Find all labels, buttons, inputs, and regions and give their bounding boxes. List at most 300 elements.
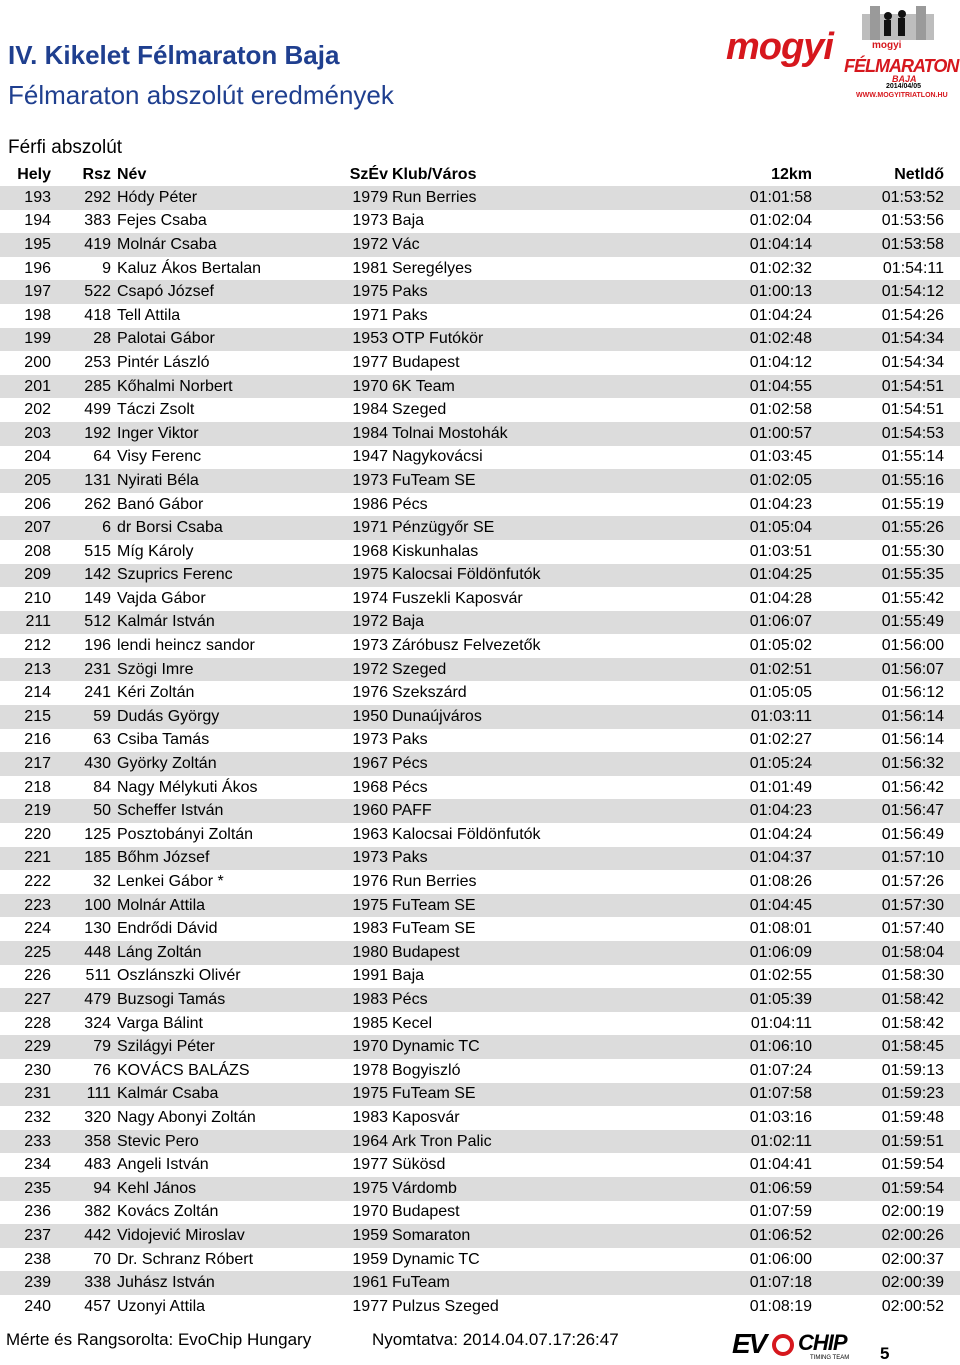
- cell-nev: Nagy Abonyi Zoltán: [117, 1106, 342, 1130]
- cell-netido: 01:55:30: [812, 540, 960, 564]
- cell-12km: 01:07:24: [602, 1059, 812, 1083]
- cell-szev: 1977: [342, 1295, 392, 1319]
- cell-netido: 01:57:26: [812, 870, 960, 894]
- table-row: [0, 823, 960, 847]
- page-number: 5: [880, 1344, 890, 1363]
- cell-szev: 1984: [342, 422, 392, 446]
- cell-12km: 01:06:10: [602, 1035, 812, 1059]
- cell-szev: 1963: [342, 823, 392, 847]
- cell-rsz: 231: [55, 658, 117, 682]
- table-row: [0, 988, 960, 1012]
- table-header-row: [0, 163, 960, 186]
- cell-rsz: 320: [55, 1106, 117, 1130]
- cell-hely: 199: [0, 328, 55, 352]
- cell-rsz: 70: [55, 1248, 117, 1272]
- cell-klub: OTP Futókör: [392, 328, 602, 352]
- cell-szev: 1959: [342, 1224, 392, 1248]
- cell-12km: 01:05:02: [602, 634, 812, 658]
- evochip-logo-chip: CHIP: [798, 1330, 847, 1355]
- cell-netido: 01:56:14: [812, 705, 960, 729]
- cell-hely: 237: [0, 1224, 55, 1248]
- cell-nev: Györky Zoltán: [117, 752, 342, 776]
- column-header-szev: SzÉv: [342, 163, 392, 186]
- section-heading: Férfi abszolút: [8, 137, 123, 158]
- cell-klub: Pénzügyőr SE: [392, 516, 602, 540]
- cell-netido: 01:53:52: [812, 186, 960, 210]
- cell-hely: 232: [0, 1106, 55, 1130]
- cell-klub: Tolnai Mostohák: [392, 422, 602, 446]
- cell-netido: 01:58:04: [812, 941, 960, 965]
- cell-szev: 1974: [342, 587, 392, 611]
- cell-klub: Budapest: [392, 351, 602, 375]
- cell-rsz: 100: [55, 894, 117, 918]
- cell-nev: Kehl János: [117, 1177, 342, 1201]
- cell-12km: 01:01:58: [602, 186, 812, 210]
- table-row: [0, 540, 960, 564]
- cell-klub: 6K Team: [392, 375, 602, 399]
- cell-netido: 01:54:34: [812, 351, 960, 375]
- cell-klub: Seregélyes: [392, 257, 602, 281]
- cell-nev: Inger Viktor: [117, 422, 342, 446]
- cell-nev: Kalmár István: [117, 611, 342, 635]
- cell-klub: Paks: [392, 729, 602, 753]
- table-row: [0, 941, 960, 965]
- cell-nev: Vidojević Miroslav: [117, 1224, 342, 1248]
- mogyi-logo-text: mogyi: [726, 26, 833, 68]
- cell-rsz: 430: [55, 752, 117, 776]
- cell-nev: Lenkei Gábor *: [117, 870, 342, 894]
- cell-hely: 202: [0, 398, 55, 422]
- cell-netido: 01:59:54: [812, 1177, 960, 1201]
- table-row: [0, 210, 960, 234]
- cell-netido: 01:54:51: [812, 398, 960, 422]
- cell-rsz: 262: [55, 493, 117, 517]
- cell-netido: 01:56:14: [812, 729, 960, 753]
- cell-szev: 1975: [342, 1177, 392, 1201]
- cell-nev: Scheffer István: [117, 799, 342, 823]
- cell-rsz: 76: [55, 1059, 117, 1083]
- cell-hely: 207: [0, 516, 55, 540]
- cell-netido: 02:00:52: [812, 1295, 960, 1319]
- cell-netido: 01:57:30: [812, 894, 960, 918]
- cell-hely: 211: [0, 611, 55, 635]
- cell-hely: 209: [0, 564, 55, 588]
- cell-12km: 01:04:28: [602, 587, 812, 611]
- column-header-netido: Netldő: [812, 163, 960, 186]
- cell-12km: 01:04:11: [602, 1012, 812, 1036]
- cell-netido: 01:58:42: [812, 988, 960, 1012]
- cell-netido: 01:55:14: [812, 446, 960, 470]
- cell-nev: Molnár Attila: [117, 894, 342, 918]
- cell-klub: Sükösd: [392, 1153, 602, 1177]
- cell-klub: Kaposvár: [392, 1106, 602, 1130]
- table-row: [0, 1177, 960, 1201]
- cell-12km: 01:00:57: [602, 422, 812, 446]
- cell-12km: 01:00:13: [602, 280, 812, 304]
- cell-nev: dr Borsi Csaba: [117, 516, 342, 540]
- cell-netido: 02:00:19: [812, 1201, 960, 1225]
- cell-szev: 1981: [342, 257, 392, 281]
- cell-netido: 01:56:00: [812, 634, 960, 658]
- cell-szev: 1977: [342, 351, 392, 375]
- table-row: [0, 705, 960, 729]
- table-row: [0, 587, 960, 611]
- footer-printed-date: Nyomtatva: 2014.04.07.17:26:47: [372, 1330, 619, 1349]
- cell-klub: Pulzus Szeged: [392, 1295, 602, 1319]
- table-row: [0, 1083, 960, 1107]
- cell-klub: Kalocsai Földönfutók: [392, 823, 602, 847]
- cell-hely: 206: [0, 493, 55, 517]
- cell-szev: 1972: [342, 233, 392, 257]
- table-row: [0, 611, 960, 635]
- document-title: IV. Kikelet Félmaraton Baja: [8, 40, 340, 70]
- table-row: [0, 917, 960, 941]
- cell-klub: Budapest: [392, 941, 602, 965]
- cell-nev: Angeli István: [117, 1153, 342, 1177]
- footer-timing-credit: Mérte és Rangsorolta: EvoChip Hungary: [6, 1330, 312, 1349]
- cell-szev: 1975: [342, 564, 392, 588]
- cell-klub: PAFF: [392, 799, 602, 823]
- cell-rsz: 142: [55, 564, 117, 588]
- cell-12km: 01:05:04: [602, 516, 812, 540]
- cell-rsz: 324: [55, 1012, 117, 1036]
- cell-klub: Pécs: [392, 776, 602, 800]
- cell-hely: 208: [0, 540, 55, 564]
- cell-szev: 1970: [342, 375, 392, 399]
- cell-hely: 229: [0, 1035, 55, 1059]
- cell-szev: 1947: [342, 446, 392, 470]
- cell-rsz: 196: [55, 634, 117, 658]
- table-row: [0, 894, 960, 918]
- cell-rsz: 419: [55, 233, 117, 257]
- event-logo-url: WWW.MOGYITRIATLON.HU: [856, 92, 948, 99]
- column-header-klub: Klub/Város: [392, 163, 602, 186]
- cell-szev: 1968: [342, 776, 392, 800]
- cell-12km: 01:03:16: [602, 1106, 812, 1130]
- cell-nev: Szuprics Ferenc: [117, 564, 342, 588]
- cell-szev: 1983: [342, 988, 392, 1012]
- table-row: [0, 1130, 960, 1154]
- cell-szev: 1973: [342, 469, 392, 493]
- cell-12km: 01:02:58: [602, 398, 812, 422]
- cell-rsz: 442: [55, 1224, 117, 1248]
- cell-netido: 02:00:37: [812, 1248, 960, 1272]
- evochip-ring-icon: [772, 1334, 794, 1356]
- cell-klub: Pécs: [392, 752, 602, 776]
- event-logo-felmaraton: FÉLMARATON: [844, 56, 959, 76]
- cell-hely: 204: [0, 446, 55, 470]
- cell-hely: 231: [0, 1083, 55, 1107]
- cell-nev: Vajda Gábor: [117, 587, 342, 611]
- cell-nev: KOVÁCS BALÁZS: [117, 1059, 342, 1083]
- table-row: [0, 752, 960, 776]
- event-logo-city: BAJA: [892, 74, 917, 84]
- cell-12km: 01:08:26: [602, 870, 812, 894]
- cell-rsz: 479: [55, 988, 117, 1012]
- table-row: [0, 1271, 960, 1295]
- cell-netido: 01:54:12: [812, 280, 960, 304]
- cell-klub: Run Berries: [392, 186, 602, 210]
- mogyi-sponsor-logo: [726, 26, 833, 69]
- cell-12km: 01:04:37: [602, 847, 812, 871]
- cell-hely: 218: [0, 776, 55, 800]
- event-logo-date: 2014/04/05: [886, 83, 922, 90]
- cell-szev: 1971: [342, 516, 392, 540]
- cell-nev: Palotai Gábor: [117, 328, 342, 352]
- table-row: [0, 634, 960, 658]
- table-row: [0, 493, 960, 517]
- cell-klub: Szeged: [392, 398, 602, 422]
- column-header-nev: Név: [117, 163, 342, 186]
- cell-klub: Baja: [392, 210, 602, 234]
- cell-rsz: 32: [55, 870, 117, 894]
- cell-klub: Záróbusz Felvezetők: [392, 634, 602, 658]
- cell-klub: Kiskunhalas: [392, 540, 602, 564]
- cell-hely: 215: [0, 705, 55, 729]
- cell-klub: Paks: [392, 304, 602, 328]
- table-row: [0, 1059, 960, 1083]
- cell-szev: 1973: [342, 729, 392, 753]
- cell-12km: 01:06:07: [602, 611, 812, 635]
- cell-szev: 1960: [342, 799, 392, 823]
- cell-nev: Fejes Csaba: [117, 210, 342, 234]
- cell-nev: Nyirati Béla: [117, 469, 342, 493]
- cell-hely: 213: [0, 658, 55, 682]
- table-row: [0, 1153, 960, 1177]
- cell-12km: 01:04:23: [602, 493, 812, 517]
- cell-netido: 01:54:53: [812, 422, 960, 446]
- cell-netido: 01:56:07: [812, 658, 960, 682]
- cell-szev: 1961: [342, 1271, 392, 1295]
- cell-klub: Szeged: [392, 658, 602, 682]
- cell-rsz: 499: [55, 398, 117, 422]
- cell-nev: Dr. Schranz Róbert: [117, 1248, 342, 1272]
- cell-hely: 227: [0, 988, 55, 1012]
- cell-netido: 01:59:13: [812, 1059, 960, 1083]
- evochip-logo: [732, 1328, 852, 1362]
- cell-netido: 01:57:10: [812, 847, 960, 871]
- table-row: [0, 233, 960, 257]
- table-row: [0, 564, 960, 588]
- cell-szev: 1976: [342, 681, 392, 705]
- table-row: [0, 186, 960, 210]
- cell-netido: 01:58:45: [812, 1035, 960, 1059]
- cell-netido: 01:55:42: [812, 587, 960, 611]
- cell-klub: Fuszekli Kaposvár: [392, 587, 602, 611]
- cell-rsz: 63: [55, 729, 117, 753]
- cell-rsz: 64: [55, 446, 117, 470]
- cell-netido: 01:59:23: [812, 1083, 960, 1107]
- table-row: [0, 658, 960, 682]
- cell-nev: Kőhalmi Norbert: [117, 375, 342, 399]
- cell-szev: 1973: [342, 634, 392, 658]
- cell-szev: 1953: [342, 328, 392, 352]
- cell-netido: 01:55:49: [812, 611, 960, 635]
- table-row: [0, 446, 960, 470]
- cell-szev: 1976: [342, 870, 392, 894]
- cell-klub: Bogyiszló: [392, 1059, 602, 1083]
- cell-szev: 1986: [342, 493, 392, 517]
- cell-szev: 1975: [342, 280, 392, 304]
- table-row: [0, 681, 960, 705]
- cell-rsz: 292: [55, 186, 117, 210]
- table-row: [0, 1295, 960, 1319]
- cell-rsz: 131: [55, 469, 117, 493]
- cell-rsz: 285: [55, 375, 117, 399]
- cell-rsz: 483: [55, 1153, 117, 1177]
- cell-netido: 02:00:26: [812, 1224, 960, 1248]
- cell-netido: 01:59:54: [812, 1153, 960, 1177]
- cell-hely: 197: [0, 280, 55, 304]
- cell-hely: 222: [0, 870, 55, 894]
- cell-12km: 01:07:59: [602, 1201, 812, 1225]
- cell-klub: Dunaújváros: [392, 705, 602, 729]
- table-row: [0, 422, 960, 446]
- cell-12km: 01:02:27: [602, 729, 812, 753]
- cell-12km: 01:04:14: [602, 233, 812, 257]
- cell-hely: 201: [0, 375, 55, 399]
- cell-hely: 216: [0, 729, 55, 753]
- cell-klub: Vác: [392, 233, 602, 257]
- cell-netido: 01:53:56: [812, 210, 960, 234]
- document-subtitle: Félmaraton abszolút eredmények: [8, 80, 394, 110]
- cell-nev: Tell Attila: [117, 304, 342, 328]
- cell-12km: 01:03:45: [602, 446, 812, 470]
- cell-rsz: 6: [55, 516, 117, 540]
- cell-hely: 212: [0, 634, 55, 658]
- results-table: [0, 163, 960, 1319]
- cell-hely: 238: [0, 1248, 55, 1272]
- cell-nev: Visy Ferenc: [117, 446, 342, 470]
- cell-klub: FuTeam SE: [392, 894, 602, 918]
- column-header-hely: Hely: [0, 163, 55, 186]
- cell-hely: 214: [0, 681, 55, 705]
- cell-12km: 01:04:24: [602, 823, 812, 847]
- cell-rsz: 79: [55, 1035, 117, 1059]
- cell-rsz: 338: [55, 1271, 117, 1295]
- cell-rsz: 192: [55, 422, 117, 446]
- cell-12km: 01:04:23: [602, 799, 812, 823]
- table-row: [0, 304, 960, 328]
- cell-rsz: 383: [55, 210, 117, 234]
- cell-szev: 1950: [342, 705, 392, 729]
- table-row: [0, 257, 960, 281]
- cell-klub: Nagykovácsi: [392, 446, 602, 470]
- cell-nev: Uzonyi Attila: [117, 1295, 342, 1319]
- runners-castle-icon: [842, 4, 954, 44]
- column-header-12km: 12km: [602, 163, 812, 186]
- table-row: [0, 799, 960, 823]
- cell-klub: Dynamic TC: [392, 1035, 602, 1059]
- cell-hely: 196: [0, 257, 55, 281]
- cell-nev: Csapó József: [117, 280, 342, 304]
- cell-klub: Szekszárd: [392, 681, 602, 705]
- cell-12km: 01:02:51: [602, 658, 812, 682]
- cell-klub: Ark Tron Palic: [392, 1130, 602, 1154]
- column-header-rsz: Rsz: [55, 163, 117, 186]
- cell-hely: 230: [0, 1059, 55, 1083]
- table-row: [0, 1106, 960, 1130]
- table-row: [0, 1248, 960, 1272]
- cell-hely: 203: [0, 422, 55, 446]
- cell-klub: FuTeam: [392, 1271, 602, 1295]
- cell-klub: Pécs: [392, 493, 602, 517]
- cell-rsz: 522: [55, 280, 117, 304]
- cell-netido: 01:55:19: [812, 493, 960, 517]
- cell-hely: 200: [0, 351, 55, 375]
- cell-netido: 01:59:48: [812, 1106, 960, 1130]
- cell-nev: Míg Károly: [117, 540, 342, 564]
- cell-klub: Baja: [392, 965, 602, 989]
- table-row: [0, 469, 960, 493]
- cell-hely: 198: [0, 304, 55, 328]
- cell-netido: 01:55:26: [812, 516, 960, 540]
- cell-hely: 235: [0, 1177, 55, 1201]
- cell-nev: lendi heincz sandor: [117, 634, 342, 658]
- cell-szev: 1970: [342, 1035, 392, 1059]
- table-row: [0, 729, 960, 753]
- cell-nev: Szögi Imre: [117, 658, 342, 682]
- cell-netido: 01:53:58: [812, 233, 960, 257]
- cell-netido: 01:54:34: [812, 328, 960, 352]
- cell-rsz: 511: [55, 965, 117, 989]
- cell-12km: 01:02:11: [602, 1130, 812, 1154]
- table-row: [0, 351, 960, 375]
- table-row: [0, 965, 960, 989]
- cell-szev: 1968: [342, 540, 392, 564]
- table-row: [0, 516, 960, 540]
- cell-klub: Paks: [392, 847, 602, 871]
- cell-klub: Paks: [392, 280, 602, 304]
- cell-hely: 224: [0, 917, 55, 941]
- cell-netido: 01:59:51: [812, 1130, 960, 1154]
- cell-klub: Pécs: [392, 988, 602, 1012]
- cell-nev: Buzsogi Tamás: [117, 988, 342, 1012]
- cell-szev: 1967: [342, 752, 392, 776]
- cell-szev: 1978: [342, 1059, 392, 1083]
- cell-klub: Somaraton: [392, 1224, 602, 1248]
- cell-12km: 01:05:39: [602, 988, 812, 1012]
- cell-rsz: 382: [55, 1201, 117, 1225]
- cell-klub: Kalocsai Földönfutók: [392, 564, 602, 588]
- cell-klub: FuTeam SE: [392, 469, 602, 493]
- cell-nev: Hódy Péter: [117, 186, 342, 210]
- cell-klub: Budapest: [392, 1201, 602, 1225]
- cell-hely: 240: [0, 1295, 55, 1319]
- cell-nev: Láng Zoltán: [117, 941, 342, 965]
- cell-szev: 1964: [342, 1130, 392, 1154]
- cell-rsz: 515: [55, 540, 117, 564]
- cell-nev: Csiba Tamás: [117, 729, 342, 753]
- cell-klub: Dynamic TC: [392, 1248, 602, 1272]
- table-row: [0, 375, 960, 399]
- cell-rsz: 253: [55, 351, 117, 375]
- event-logo-sponsor: mogyi: [872, 40, 902, 51]
- cell-rsz: 185: [55, 847, 117, 871]
- cell-szev: 1984: [342, 398, 392, 422]
- cell-hely: 233: [0, 1130, 55, 1154]
- cell-12km: 01:02:04: [602, 210, 812, 234]
- cell-12km: 01:04:12: [602, 351, 812, 375]
- cell-rsz: 448: [55, 941, 117, 965]
- cell-nev: Oszlánszki Olivér: [117, 965, 342, 989]
- cell-rsz: 50: [55, 799, 117, 823]
- cell-hely: 205: [0, 469, 55, 493]
- cell-netido: 01:55:35: [812, 564, 960, 588]
- cell-szev: 1972: [342, 658, 392, 682]
- cell-netido: 01:58:42: [812, 1012, 960, 1036]
- cell-12km: 01:02:05: [602, 469, 812, 493]
